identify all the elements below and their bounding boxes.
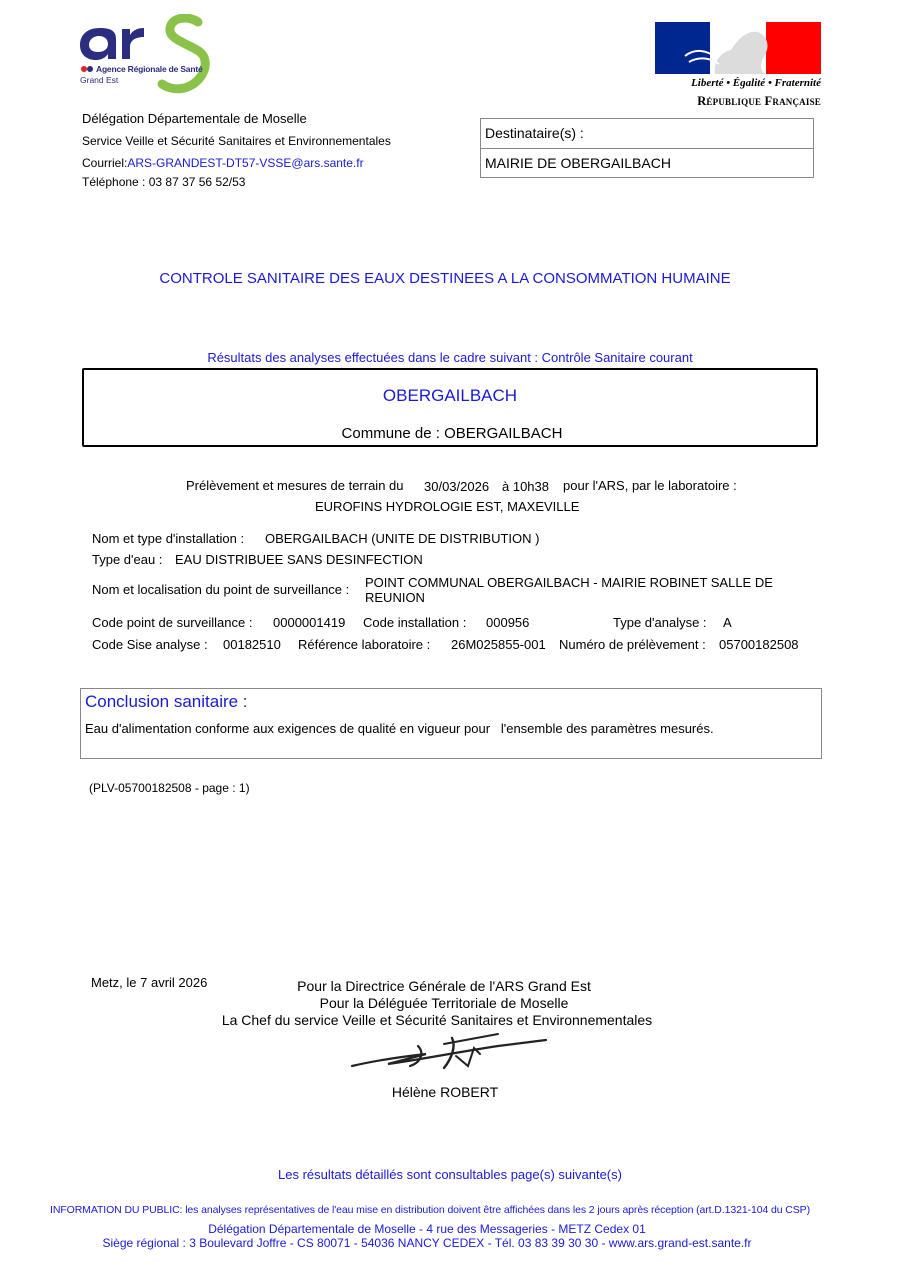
footer-address-2: Siège régional : 3 Boulevard Joffre - CS 80071 - 54036 NANCY CEDEX - Tél. 03 83 39 30 30 - www.ars.grand-est.sante.fr (102, 1236, 752, 1250)
document-title: CONTROLE SANITAIRE DES EAUX DESTINEES A LA CONSOMMATION HUMAINE (159, 270, 731, 287)
analysis-type-value: A (723, 615, 732, 630)
surveillance-point-value-1: POINT COMMUNAL OBERGAILBACH - MAIRIE ROBINET SALLE DE (365, 575, 773, 590)
conclusion-box (80, 688, 822, 759)
surveillance-point-value-2: REUNION (365, 590, 425, 605)
sampling-prefix: Prélèvement et mesures de terrain du (186, 478, 404, 493)
conclusion-text: Eau d'alimentation conforme aux exigences de qualité en vigueur pour l'ensemble des paramètres mesurés. (85, 721, 714, 736)
water-type-label: Type d'eau : (92, 552, 163, 567)
ars-region-name: Grand Est (80, 75, 119, 85)
install-value: OBERGAILBACH (UNITE DE DISTRIBUTION ) (265, 531, 540, 546)
code-point-value: 0000001419 (273, 615, 346, 630)
surveillance-point-label: Nom et localisation du point de surveillance : (92, 582, 350, 597)
place-date: Metz, le 7 avril 2026 (91, 975, 208, 990)
lab-ref-value: 26M025855-001 (451, 637, 546, 652)
sampling-date: 30/03/2026 (424, 479, 490, 494)
signature-line-2: Pour la Déléguée Territoriale de Moselle (319, 995, 569, 1011)
signature-line-3: La Chef du service Veille et Sécurité Sanitaires et Environnementales (221, 1012, 653, 1028)
conclusion-heading: Conclusion sanitaire : (85, 692, 248, 711)
context-line: Résultats des analyses effectuées dans le cadre suivant : Contrôle Sanitaire courant (207, 350, 693, 365)
handwritten-signature (348, 1030, 548, 1072)
analysis-type-label: Type d'analyse : (613, 615, 707, 630)
lab-ref-label: Référence laboratoire : (298, 637, 431, 652)
code-point-label: Code point de surveillance : (92, 615, 253, 630)
republic-name: République Française (697, 94, 821, 108)
details-note: Les résultats détaillés sont consultables page(s) suivante(s) (278, 1167, 622, 1182)
sample-number-label: Numéro de prélèvement : (559, 637, 706, 652)
sender-service: Service Veille et Sécurité Sanitaires et Environnementales (82, 134, 391, 148)
sampling-suffix: pour l'ARS, par le laboratoire : (563, 478, 737, 493)
recipient-box (480, 118, 814, 178)
signature-line-1: Pour la Directrice Générale de l'ARS Grand Est (297, 978, 591, 994)
republic-motto: Liberté • Égalité • Fraternité (691, 77, 821, 89)
code-install-value: 000956 (486, 615, 530, 630)
marianne-logo (655, 22, 822, 112)
marianne-flag-graphic (655, 22, 821, 74)
ars-logo-graphic (78, 14, 228, 98)
recipient-name: MAIRIE DE OBERGAILBACH (485, 155, 671, 171)
recipient-label: Destinataire(s) : (481, 119, 813, 149)
install-label: Nom et type d'installation : (92, 531, 245, 546)
location-name: OBERGAILBACH (382, 386, 518, 405)
sender-email-link[interactable]: ARS-GRANDEST-DT57-VSSE@ars.sante.fr (127, 156, 364, 170)
signature-graphic (348, 1030, 548, 1072)
sise-value: 00182510 (223, 637, 281, 652)
water-type-value: EAU DISTRIBUEE SANS DESINFECTION (175, 552, 423, 567)
location-commune: Commune de : OBERGAILBACH (341, 425, 563, 442)
ars-logo (78, 14, 228, 98)
public-info: INFORMATION DU PUBLIC: les analyses représentatives de l'eau mise en distribution doivent être affichées dans les 2 jours après réception (art.D.1321-104 du CSP) (50, 1204, 810, 1216)
sender-email-line (82, 156, 364, 170)
ars-agency-name: Agence Régionale de Santé (96, 64, 203, 74)
sample-number-value: 05700182508 (719, 637, 799, 652)
page-reference: (PLV-05700182508 - page : 1) (89, 781, 250, 795)
sampling-time: à 10h38 (502, 479, 549, 494)
sender-email-label: Courriel: (82, 156, 128, 170)
location-box (82, 368, 818, 447)
sender-phone: Téléphone : 03 87 37 56 52/53 (82, 175, 246, 189)
sise-label: Code Sise analyse : (92, 637, 208, 652)
footer-address-1: Délégation Départementale de Moselle - 4 rue des Messageries - METZ Cedex 01 (208, 1222, 646, 1236)
sender-delegation: Délégation Départementale de Moselle (82, 111, 307, 126)
sampling-lab: EUROFINS HYDROLOGIE EST, MAXEVILLE (315, 499, 580, 514)
signatory-name: Hélène ROBERT (391, 1084, 499, 1100)
code-install-label: Code installation : (363, 615, 467, 630)
